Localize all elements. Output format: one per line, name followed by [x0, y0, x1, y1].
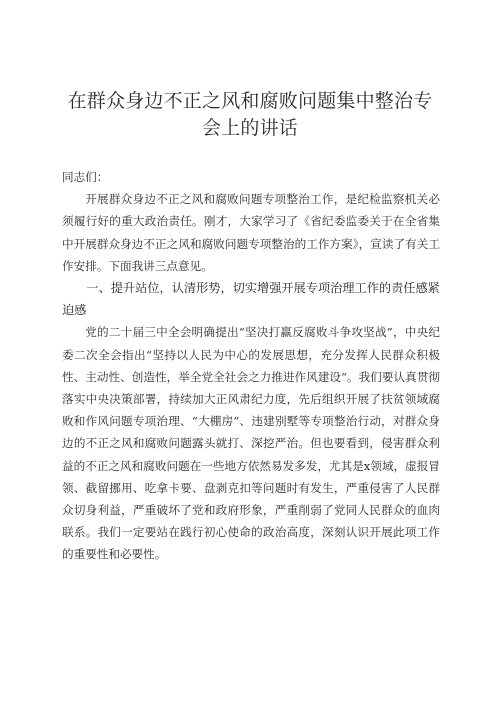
page-title [60, 88, 440, 142]
section-heading-1: 一、提升站位，认清形势，切实增强开展专项治理工作的责任感紧迫感 [62, 281, 440, 318]
paragraph-intro: 开展群众身边不正之风和腐败问题专项整治工作，是纪检监察机关必须履行好的重大政治责任。刚才，大家学习了《省纪委监委关于在全省集中开展群众身边不正之风和腐败问题专项整治的工作方案》，宣读了有关工作安排。下面我讲三点意见。 [62, 192, 440, 273]
salutation: 同志们： [62, 170, 109, 184]
title-line-2: 会上的讲话 [201, 117, 298, 139]
document-body [62, 166, 440, 566]
paragraph-section-1: 党的二十届三中全会明确提出“坚决打赢反腐败斗争攻坚战”，中央纪委二次全会指出“坚持以人民为中心的发展思想，充分发挥人民群众积极性、主动性、创造性，举全党全社会之力推进作风建设“。我们要认真贯彻落实中央决策部署，持续加大正风肃纪力度，先后组织开展了扶贫领域腐败和作风问题专项治理、“大棚房”、违建别墅等专项整治行动，对群众身边的不正之风和腐败问题露头就打、深挖严治。但也要看到，侵害群众利益的不正之风和腐败问题在一些地方依然易发多发，尤其是x领域，虚报冒领、截留挪用、吃拿卡要、盘剥克扣等问题时有发生，严重侵害了人民群众切身利益，严重破坏了党和政府形象，严重削弱了党同人民群众的血肉联系。我们一定要站在践行初心使命的政治高度，深刻认识开展此项工作的重要性和必要性。 [62, 325, 440, 562]
title-line-1: 在群众身边不正之风和腐败问题集中整治专 [67, 90, 433, 112]
